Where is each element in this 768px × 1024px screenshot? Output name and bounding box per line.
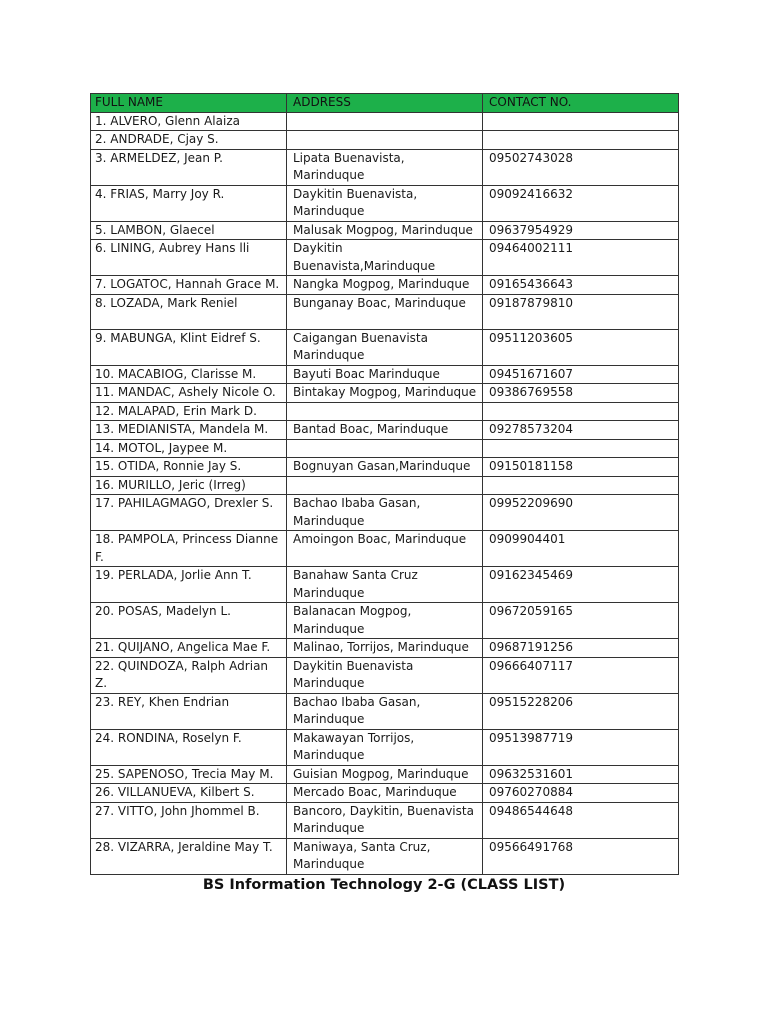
cell-contact: 09150181158 [483,458,679,477]
table-row [91,639,679,658]
table-row [91,329,679,365]
cell-name: 11. MANDAC, Ashely Nicole O. [91,384,287,403]
header-full-name: FULL NAME [91,94,287,113]
cell-contact [483,131,679,150]
table-row [91,131,679,150]
table-row [91,185,679,221]
table-row [91,495,679,531]
cell-contact: 09515228206 [483,693,679,729]
table-row [91,294,679,329]
table-row [91,458,679,477]
class-list-table [90,93,679,875]
table-row [91,439,679,458]
cell-name: 18. PAMPOLA, Princess Dianne F. [91,531,287,567]
cell-address: Bantad Boac, Marinduque [287,421,483,440]
cell-name: 10. MACABIOG, Clarisse M. [91,365,287,384]
cell-name: 3. ARMELDEZ, Jean P. [91,149,287,185]
cell-address: Lipata Buenavista, Marinduque [287,149,483,185]
table-row [91,421,679,440]
cell-address: Mercado Boac, Marinduque [287,784,483,803]
cell-address: Banahaw Santa Cruz Marinduque [287,567,483,603]
cell-address: Bancoro, Daykitin, Buenavista Marinduque [287,802,483,838]
cell-address: Daykitin Buenavista,Marinduque [287,240,483,276]
cell-name: 21. QUIJANO, Angelica Mae F. [91,639,287,658]
cell-name: 19. PERLADA, Jorlie Ann T. [91,567,287,603]
cell-address: Daykitin Buenavista Marinduque [287,657,483,693]
table-row [91,365,679,384]
table-header-row [91,94,679,113]
cell-contact: 09386769558 [483,384,679,403]
table-row [91,729,679,765]
cell-contact: 09278573204 [483,421,679,440]
cell-address: Bintakay Mogpog, Marinduque [287,384,483,403]
cell-contact: 09162345469 [483,567,679,603]
cell-name: 16. MURILLO, Jeric (Irreg) [91,476,287,495]
cell-address: Maniwaya, Santa Cruz, Marinduque [287,838,483,874]
cell-name: 13. MEDIANISTA, Mandela M. [91,421,287,440]
cell-address: Bayuti Boac Marinduque [287,365,483,384]
cell-contact: 09187879810 [483,294,679,329]
cell-name: 27. VITTO, John Jhommel B. [91,802,287,838]
cell-contact: 09760270884 [483,784,679,803]
cell-contact: 09566491768 [483,838,679,874]
table-row [91,802,679,838]
table-row [91,240,679,276]
cell-name: 12. MALAPAD, Erin Mark D. [91,402,287,421]
cell-contact: 09464002111 [483,240,679,276]
cell-address [287,131,483,150]
cell-address: Daykitin Buenavista, Marinduque [287,185,483,221]
header-contact-no: CONTACT NO. [483,94,679,113]
cell-address: Guisian Mogpog, Marinduque [287,765,483,784]
cell-name: 26. VILLANUEVA, Kilbert S. [91,784,287,803]
cell-name: 23. REY, Khen Endrian [91,693,287,729]
header-address: ADDRESS [287,94,483,113]
cell-contact: 0909904401 [483,531,679,567]
cell-contact: 09687191256 [483,639,679,658]
table-row [91,765,679,784]
cell-name: 14. MOTOL, Jaypee M. [91,439,287,458]
table-row [91,531,679,567]
cell-address: Bunganay Boac, Marinduque [287,294,483,329]
cell-name: 2. ANDRADE, Cjay S. [91,131,287,150]
cell-name: 8. LOZADA, Mark Reniel [91,294,287,329]
cell-contact: 09672059165 [483,603,679,639]
cell-contact: 09451671607 [483,365,679,384]
cell-name: 1. ALVERO, Glenn Alaiza [91,112,287,131]
cell-address: Bachao Ibaba Gasan, Marinduque [287,693,483,729]
cell-contact: 09632531601 [483,765,679,784]
cell-contact: 09486544648 [483,802,679,838]
cell-address: Nangka Mogpog, Marinduque [287,276,483,295]
cell-contact: 09513987719 [483,729,679,765]
cell-contact [483,439,679,458]
cell-name: 5. LAMBON, Glaecel [91,221,287,240]
cell-name: 7. LOGATOC, Hannah Grace M. [91,276,287,295]
table-row [91,603,679,639]
cell-contact: 09637954929 [483,221,679,240]
table-row [91,784,679,803]
cell-name: 20. POSAS, Madelyn L. [91,603,287,639]
table-row [91,384,679,403]
table-row [91,149,679,185]
cell-address: Malusak Mogpog, Marinduque [287,221,483,240]
class-list-caption: BS Information Technology 2-G (CLASS LIST) [202,877,566,893]
cell-name: 9. MABUNGA, Klint Eidref S. [91,329,287,365]
cell-address [287,112,483,131]
cell-address: Bognuyan Gasan,Marinduque [287,458,483,477]
table-row [91,476,679,495]
cell-address: Balanacan Mogpog, Marinduque [287,603,483,639]
cell-name: 4. FRIAS, Marry Joy R. [91,185,287,221]
table-row [91,276,679,295]
cell-address [287,476,483,495]
cell-address: Malinao, Torrijos, Marinduque [287,639,483,658]
cell-address [287,402,483,421]
cell-address: Caigangan Buenavista Marinduque [287,329,483,365]
table-row [91,221,679,240]
cell-contact: 09165436643 [483,276,679,295]
cell-name: 28. VIZARRA, Jeraldine May T. [91,838,287,874]
table-body [91,112,679,874]
table-row [91,112,679,131]
table-row [91,838,679,874]
cell-address: Makawayan Torrijos, Marinduque [287,729,483,765]
table-row [91,567,679,603]
table-row [91,657,679,693]
cell-contact: 09952209690 [483,495,679,531]
cell-address: Bachao Ibaba Gasan, Marinduque [287,495,483,531]
table-row [91,402,679,421]
cell-contact [483,402,679,421]
cell-name: 6. LINING, Aubrey Hans lli [91,240,287,276]
cell-contact: 09092416632 [483,185,679,221]
cell-address [287,439,483,458]
cell-contact: 09502743028 [483,149,679,185]
cell-name: 25. SAPENOSO, Trecia May M. [91,765,287,784]
table-row [91,693,679,729]
cell-contact [483,476,679,495]
cell-name: 17. PAHILAGMAGO, Drexler S. [91,495,287,531]
cell-name: 24. RONDINA, Roselyn F. [91,729,287,765]
cell-address: Amoingon Boac, Marinduque [287,531,483,567]
cell-name: 15. OTIDA, Ronnie Jay S. [91,458,287,477]
cell-contact [483,112,679,131]
cell-contact: 09511203605 [483,329,679,365]
cell-name: 22. QUINDOZA, Ralph Adrian Z. [91,657,287,693]
cell-contact: 09666407117 [483,657,679,693]
